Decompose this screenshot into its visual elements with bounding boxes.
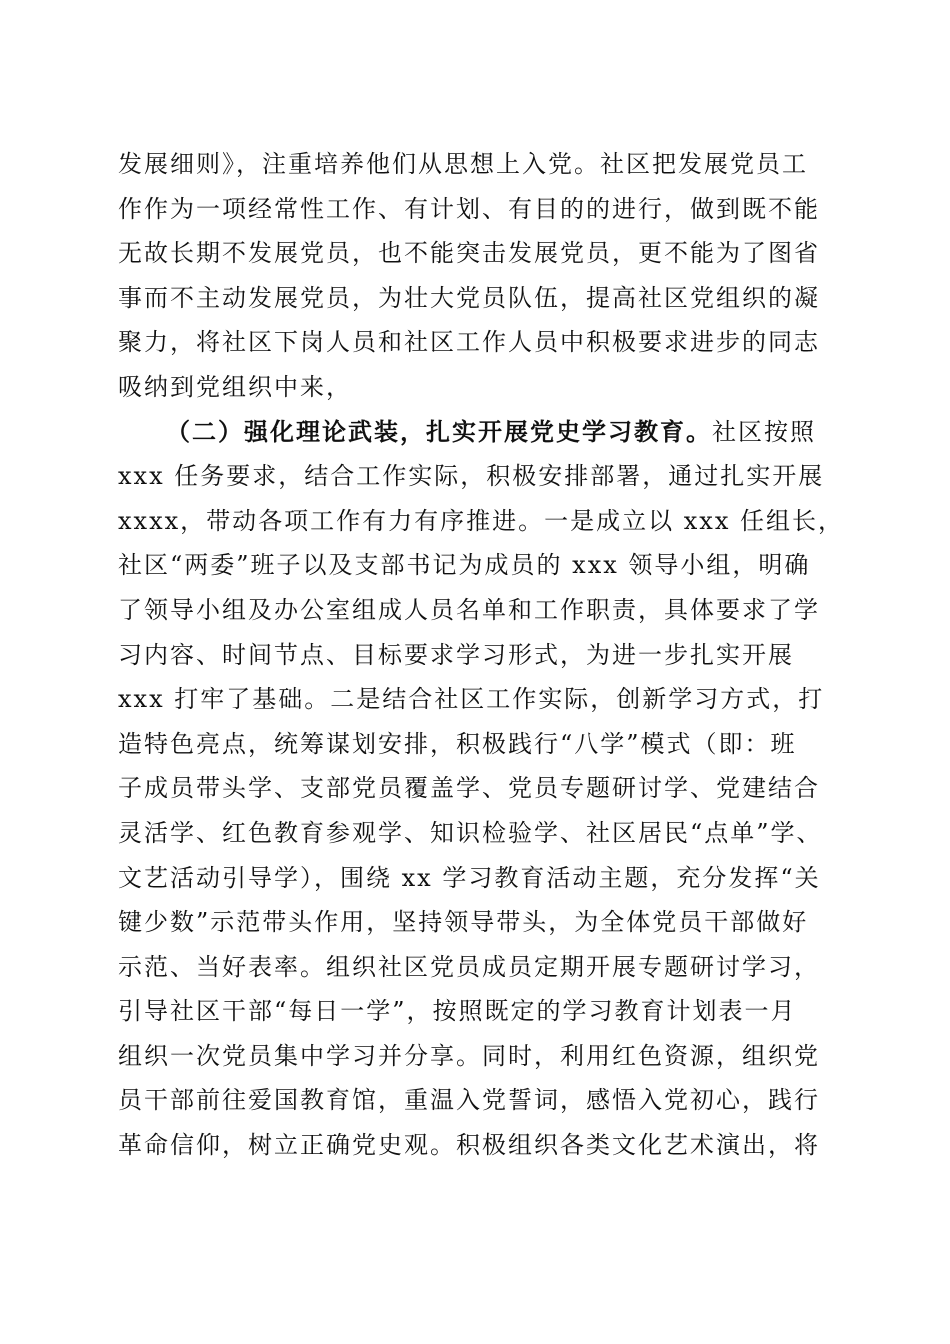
para2-line-14: 引导社区干部“每日一学”，按照既定的学习教育计划表一月 [118,997,797,1026]
para2-line-15: 组织一次党员集中学习并分享。同时，利用红色资源，组织党 [118,1041,820,1070]
para2-line-7: xxx 打牢了基础。二是结合社区工作实际，创新学习方式，打 [118,685,825,714]
para2-line-16: 员干部前往爱国教育馆，重温入党誓词，感悟入党初心，践行 [118,1086,820,1115]
para1-line-2: 作作为一项经常性工作、有计划、有目的的进行，做到既不能 [118,194,820,223]
para2-line-17: 革命信仰，树立正确党史观。积极组织各类文化艺术演出，将 [118,1131,820,1160]
body-text [118,142,845,1168]
section-heading: （二）强化理论武装，扎实开展党史学习教育。 [166,416,712,446]
para2-line-13: 示范、当好表率。组织社区党员成员定期开展专题研讨学习， [118,952,820,981]
para2-line-11: 文艺活动引导学），围绕 xx 学习教育活动主题，充分发挥“关 [118,863,821,892]
para2-line-4: 社区“两委”班子以及支部书记为成员的 xxx 领导小组，明确 [118,551,811,580]
para2-line-3: xxxx，带动各项工作有力有序推进。一是成立以 xxx 任组长， [118,506,845,535]
para2-line-8: 造特色亮点，统筹谋划安排，积极践行“八学”模式（即：班 [118,729,797,758]
para2-line-12: 键少数”示范带头作用，坚持领导带头，为全体党员干部做好 [118,908,809,937]
para2-first-line-rest: 社区按照 [712,417,816,446]
para2-line-5: 了领导小组及办公室组成人员名单和工作职责，具体要求了学 [118,595,820,624]
para1-line-5: 聚力，将社区下岗人员和社区工作人员中积极要求进步的同志 [118,328,820,357]
para2-line-6: 习内容、时间节点、目标要求学习形式，为进一步扎实开展 [118,640,794,669]
para2-line-2: xxx 任务要求，结合工作实际，积极安排部署，通过扎实开展 [118,462,825,491]
para1-line-1: 发展细则》，注重培养他们从思想上入党。社区把发展党员工 [118,150,808,178]
para1-line-3: 无故长期不发展党员，也不能突击发展党员，更不能为了图省 [118,239,820,268]
para2-first-line [118,410,838,455]
para2-line-9: 子成员带头学、支部党员覆盖学、党员专题研讨学、党建结合 [118,774,820,803]
para1-line-4: 事而不主动发展党员，为壮大党员队伍，提高社区党组织的凝 [118,283,820,312]
para1-line-6: 吸纳到党组织中来， [118,372,352,401]
para2-line-10: 灵活学、红色教育参观学、知识检验学、社区居民“点单”学、 [118,818,823,847]
